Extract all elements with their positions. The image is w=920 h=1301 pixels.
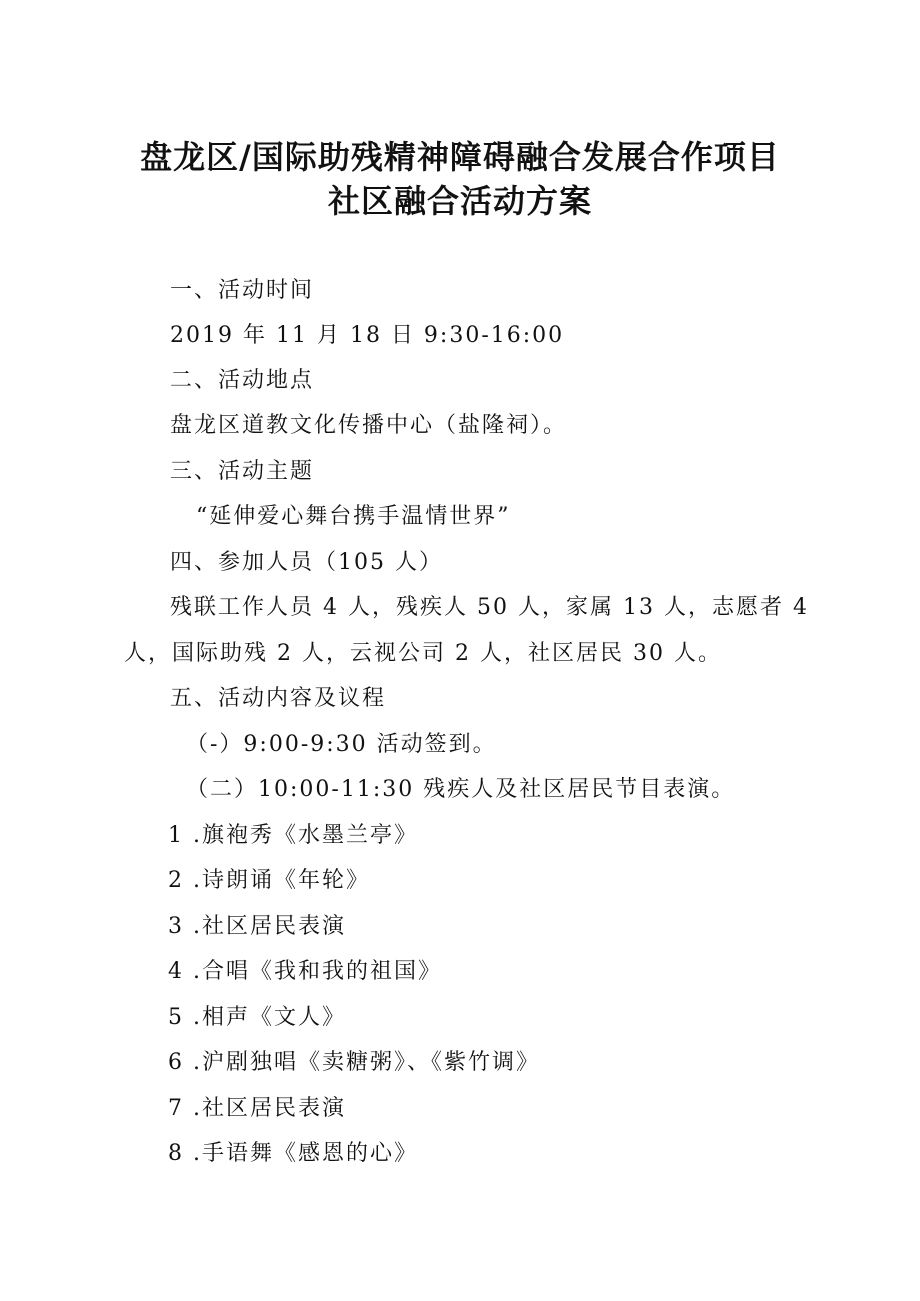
participants-text-line-2: 人，国际助残 2 人，云视公司 2 人，社区居民 30 人。 [124, 641, 722, 666]
activity-theme-text: “延伸爱心舞台携手温情世界” [196, 504, 511, 529]
section-heading-agenda: 五、活动内容及议程 [170, 686, 387, 711]
activity-location-text: 盘龙区道教文化传播中心（盐隆祠）。 [170, 413, 568, 438]
section-heading-participants: 四、参加人员（105 人） [170, 550, 443, 575]
program-item: 8 .手语舞《感恩的心》 [168, 1141, 418, 1166]
section-heading-location: 二、活动地点 [170, 368, 315, 393]
program-item: 6 .沪剧独唱《卖糖粥》、《紫竹调》 [168, 1050, 540, 1075]
program-item: 3 .社区居民表演 [168, 914, 346, 939]
document-title-line-1: 盘龙区/国际助残精神障碍融合发展合作项目 [140, 138, 780, 176]
section-heading-time: 一、活动时间 [170, 278, 315, 303]
program-item: 1 .旗袍秀《水墨兰亭》 [168, 823, 418, 848]
program-item: 5 .相声《文人》 [168, 1005, 346, 1030]
document-title-line-2: 社区融合活动方案 [327, 182, 592, 220]
program-item: 4 .合唱《我和我的祖国》 [168, 959, 442, 984]
section-heading-theme: 三、活动主题 [170, 459, 315, 484]
agenda-item-performance: （二）10:00-11:30 残疾人及社区居民节目表演。 [186, 777, 736, 802]
program-item: 7 .社区居民表演 [168, 1096, 346, 1121]
activity-time-text: 2019 年 11 月 18 日 9:30-16:00 [170, 323, 565, 348]
participants-text-line-1: 残联工作人员 4 人，残疾人 50 人，家属 13 人，志愿者 4 [170, 595, 809, 620]
program-item: 2 .诗朗诵《年轮》 [168, 868, 370, 893]
agenda-item-signin: （-）9:00-9:30 活动签到。 [186, 732, 497, 757]
